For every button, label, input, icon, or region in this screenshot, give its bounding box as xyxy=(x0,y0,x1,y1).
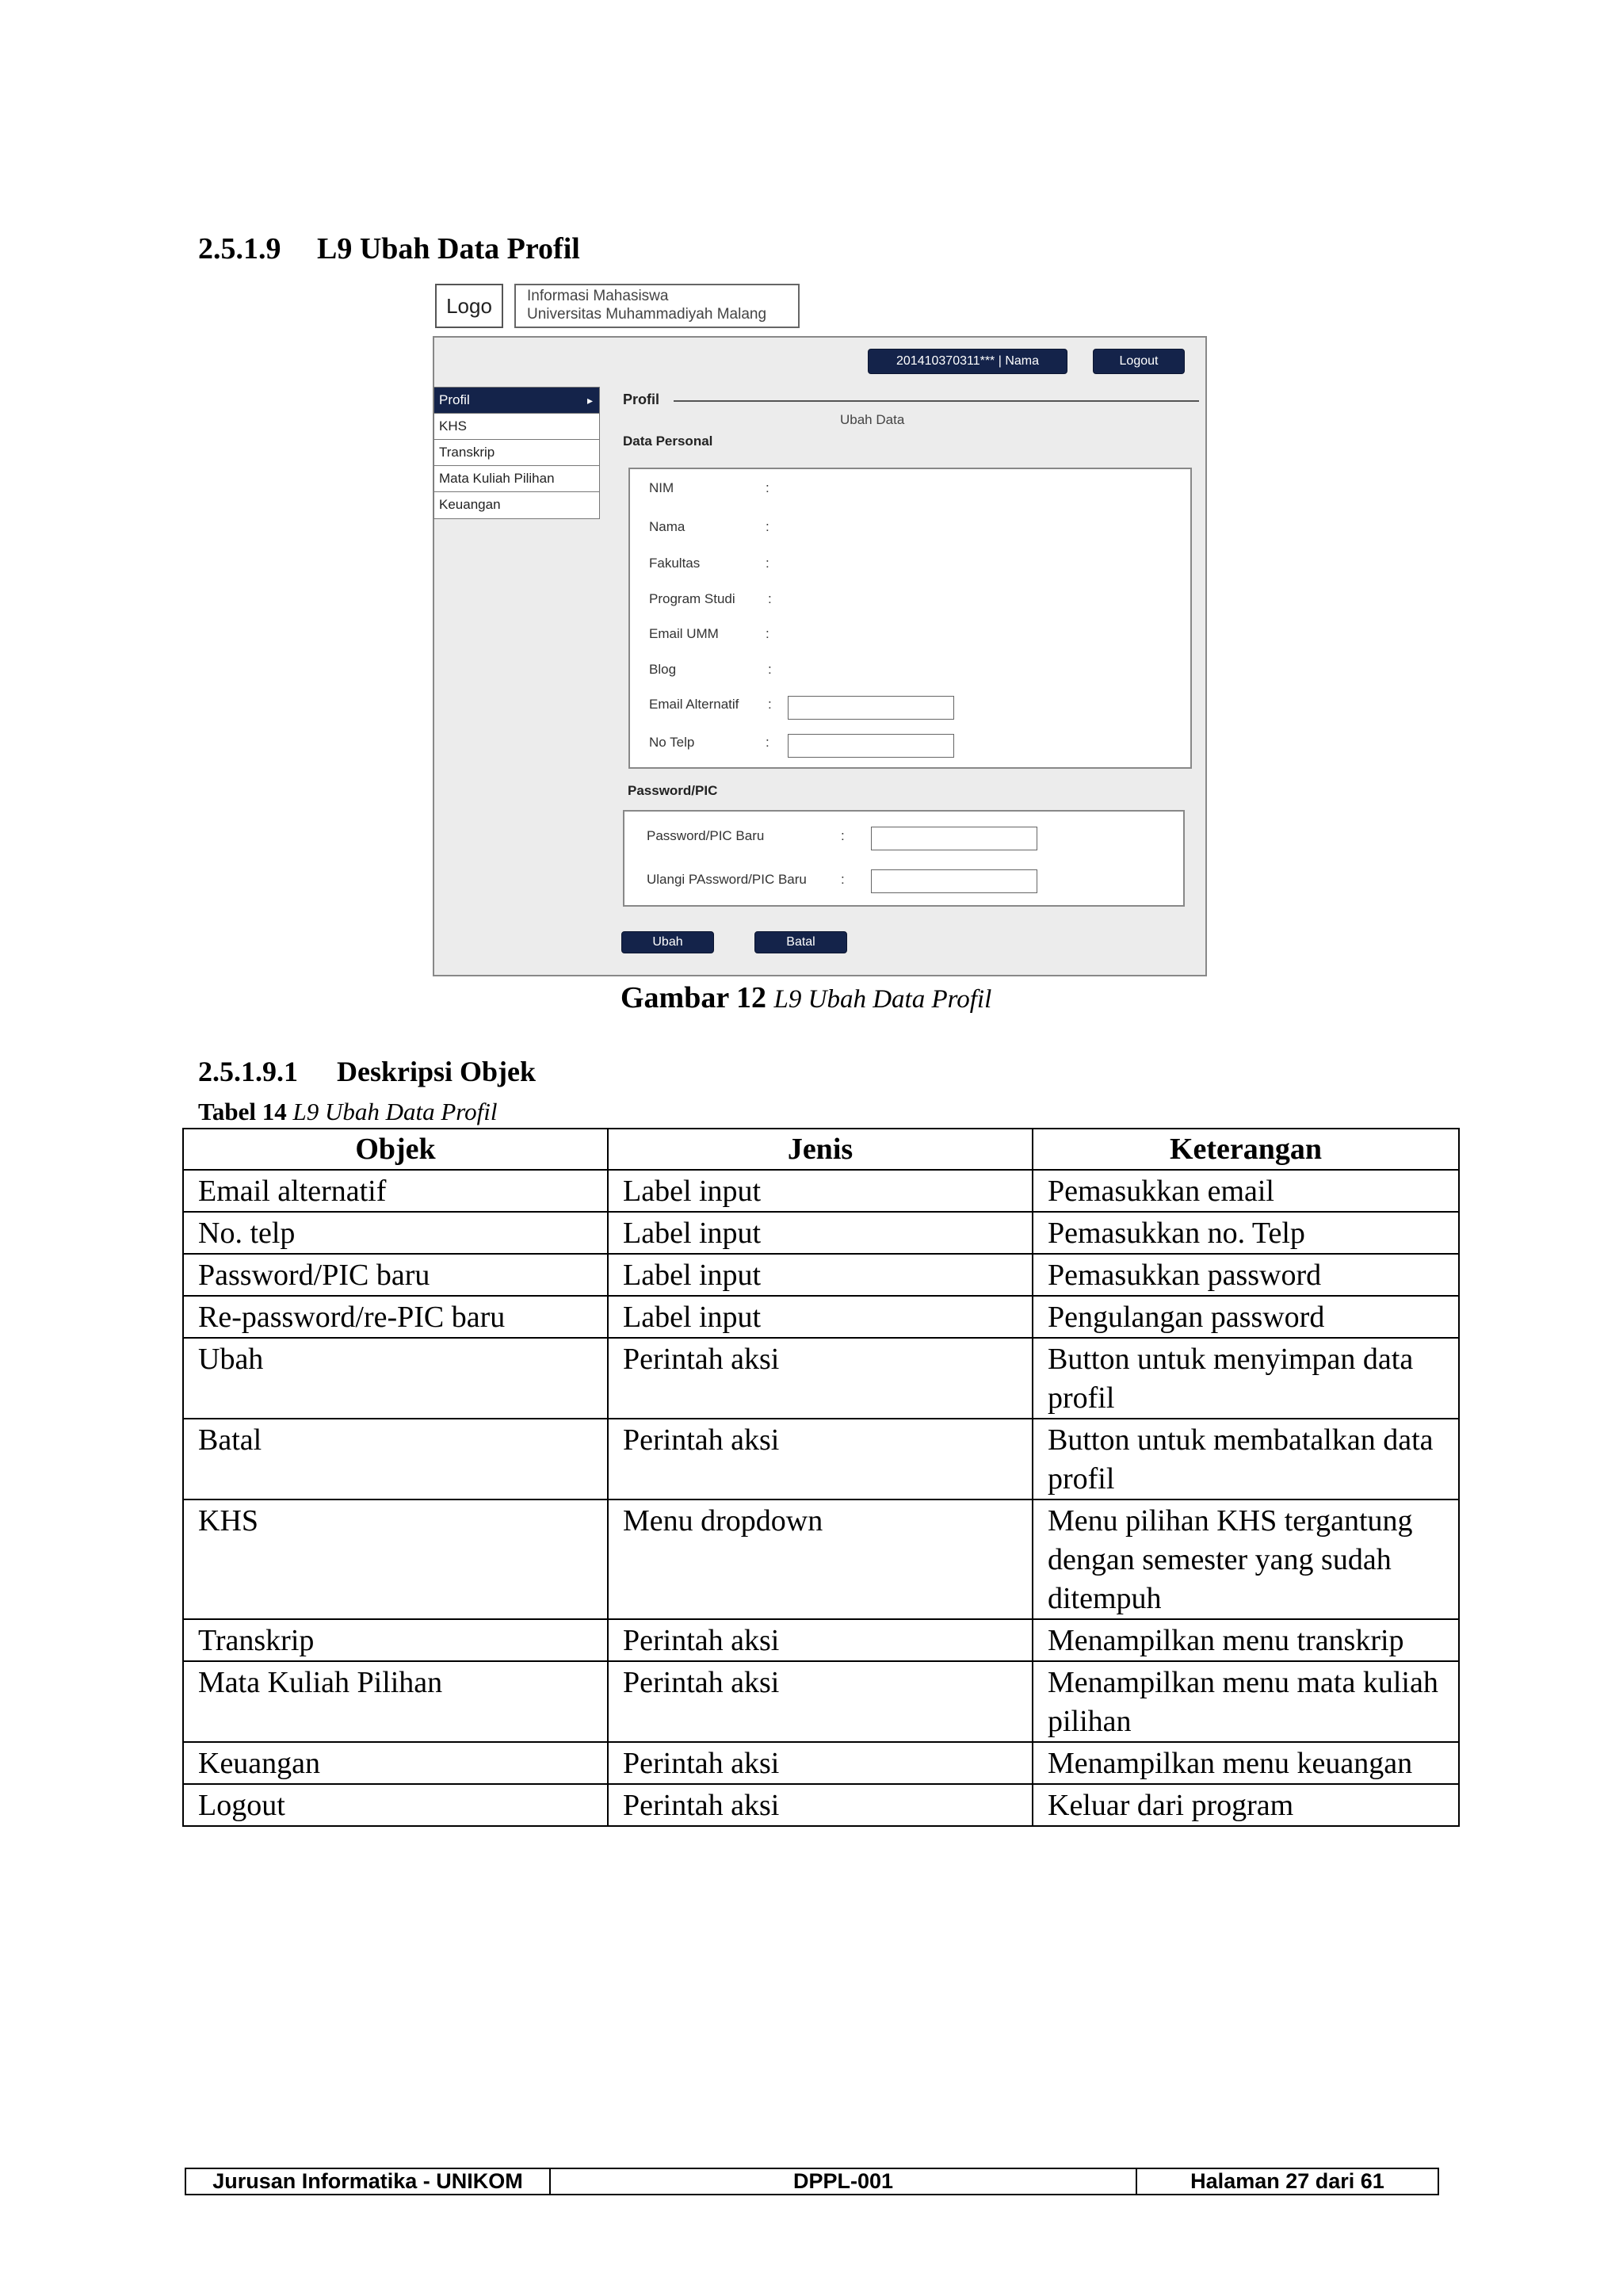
figure-caption-text: L9 Ubah Data Profil xyxy=(773,985,992,1014)
user-badge-text: 201410370311*** | Nama xyxy=(896,354,1039,368)
footer-page-number: Halaman 27 dari 61 xyxy=(1190,2169,1384,2193)
page-footer xyxy=(185,2168,1439,2195)
field-colon: : xyxy=(766,556,769,571)
sidebar-item-keuangan[interactable]: Keuangan xyxy=(439,497,501,512)
table-caption xyxy=(198,1098,498,1126)
description-table xyxy=(182,1128,1460,1827)
page-subtitle: Ubah Data xyxy=(840,412,905,427)
cell-jenis: Perintah aksi xyxy=(608,1661,1033,1742)
cell-keterangan: Button untuk menyimpan data profil xyxy=(1033,1338,1459,1419)
field-label-email-umm: Email UMM xyxy=(649,626,719,641)
field-label-nama: Nama xyxy=(649,519,685,534)
cell-keterangan: Pengulangan password xyxy=(1033,1296,1459,1338)
cell-jenis: Perintah aksi xyxy=(608,1742,1033,1784)
table-row xyxy=(183,1338,1459,1419)
cell-objek: Keuangan xyxy=(183,1742,608,1784)
footer-department: Jurusan Informatika - UNIKOM xyxy=(186,2169,551,2194)
cell-keterangan: Button untuk membatalkan data profil xyxy=(1033,1419,1459,1499)
subsection-heading xyxy=(198,1055,536,1088)
field-label-ulangi-password: Ulangi PAssword/PIC Baru xyxy=(647,872,807,887)
cell-keterangan: Pemasukkan no. Telp xyxy=(1033,1212,1459,1254)
cell-objek: Email alternatif xyxy=(183,1170,608,1212)
field-colon: : xyxy=(841,872,845,887)
cell-jenis: Perintah aksi xyxy=(608,1784,1033,1826)
ubah-label: Ubah xyxy=(652,935,683,949)
cell-objek: No. telp xyxy=(183,1212,608,1254)
field-colon: : xyxy=(766,480,769,495)
app-title-line2: Universitas Muhammadiyah Malang xyxy=(527,306,767,323)
header-keterangan: Keterangan xyxy=(1033,1129,1459,1170)
table-caption-label: Tabel 14 xyxy=(198,1098,287,1125)
no-telp-input[interactable] xyxy=(788,734,954,758)
data-personal-heading: Data Personal xyxy=(623,434,713,449)
cell-jenis: Menu dropdown xyxy=(608,1499,1033,1619)
table-row xyxy=(183,1661,1459,1742)
ulangi-password-input[interactable] xyxy=(871,869,1037,893)
table-row xyxy=(183,1254,1459,1296)
table-header-row xyxy=(183,1129,1459,1170)
cell-jenis: Label input xyxy=(608,1296,1033,1338)
cell-keterangan: Menampilkan menu mata kuliah pilihan xyxy=(1033,1661,1459,1742)
figure-caption xyxy=(621,980,991,1015)
field-colon: : xyxy=(768,697,772,712)
section-title: L9 Ubah Data Profil xyxy=(317,232,580,266)
password-baru-input[interactable] xyxy=(871,827,1037,850)
figure-caption-label: Gambar 12 xyxy=(621,981,767,1014)
table-row xyxy=(183,1619,1459,1661)
field-colon: : xyxy=(766,735,769,750)
field-label-blog: Blog xyxy=(649,662,677,677)
logout-button[interactable] xyxy=(1093,349,1185,374)
table-caption-text: L9 Ubah Data Profil xyxy=(292,1098,498,1125)
field-label-email-alternatif: Email Alternatif xyxy=(649,697,739,712)
cell-keterangan: Menu pilihan KHS tergantung dengan semester yang sudah ditempuh xyxy=(1033,1499,1459,1619)
section-heading xyxy=(198,231,580,266)
ubah-button[interactable] xyxy=(621,931,714,953)
table-row xyxy=(183,1170,1459,1212)
field-colon: : xyxy=(768,591,772,606)
cell-jenis: Perintah aksi xyxy=(608,1338,1033,1419)
cell-jenis: Label input xyxy=(608,1212,1033,1254)
table-row xyxy=(183,1499,1459,1619)
sidebar-item-profil[interactable]: Profil ▸ xyxy=(434,388,599,414)
subsection-title: Deskripsi Objek xyxy=(337,1056,537,1087)
data-personal-box xyxy=(628,468,1192,769)
cell-keterangan: Pemasukkan email xyxy=(1033,1170,1459,1212)
field-label-password-baru: Password/PIC Baru xyxy=(647,828,765,843)
batal-label: Batal xyxy=(786,935,815,949)
cell-objek: Transkrip xyxy=(183,1619,608,1661)
field-label-no-telp: No Telp xyxy=(649,735,695,750)
table-row xyxy=(183,1296,1459,1338)
cell-jenis: Label input xyxy=(608,1254,1033,1296)
sidebar-menu xyxy=(433,387,600,519)
header-objek: Objek xyxy=(183,1129,608,1170)
cell-keterangan: Keluar dari program xyxy=(1033,1784,1459,1826)
batal-button[interactable] xyxy=(754,931,847,953)
panel-title: Profil xyxy=(623,392,660,407)
field-colon: : xyxy=(766,519,769,534)
cell-objek: KHS xyxy=(183,1499,608,1619)
cell-jenis: Perintah aksi xyxy=(608,1619,1033,1661)
logout-label: Logout xyxy=(1119,354,1159,368)
app-title-box xyxy=(514,284,800,328)
cell-objek: Mata Kuliah Pilihan xyxy=(183,1661,608,1742)
cell-keterangan: Menampilkan menu keuangan xyxy=(1033,1742,1459,1784)
email-alternatif-input[interactable] xyxy=(788,696,954,720)
field-label-nim: NIM xyxy=(649,480,674,495)
cell-objek: Logout xyxy=(183,1784,608,1826)
field-label-fakultas: Fakultas xyxy=(649,556,701,571)
subsection-number: 2.5.1.9.1 xyxy=(198,1056,298,1087)
field-colon: : xyxy=(768,662,772,677)
field-colon: : xyxy=(766,626,769,641)
sidebar-item-transkrip[interactable]: Transkrip xyxy=(434,440,599,466)
footer-document-code: DPPL-001 xyxy=(551,2169,1137,2194)
field-label-program-studi: Program Studi xyxy=(649,591,735,606)
logo-box xyxy=(435,284,503,328)
cell-jenis: Label input xyxy=(608,1170,1033,1212)
cell-objek: Password/PIC baru xyxy=(183,1254,608,1296)
table-row xyxy=(183,1784,1459,1826)
header-jenis: Jenis xyxy=(608,1129,1033,1170)
logo-text: Logo xyxy=(446,293,492,318)
cell-keterangan: Menampilkan menu transkrip xyxy=(1033,1619,1459,1661)
sidebar-item-khs[interactable]: KHS xyxy=(434,414,599,440)
app-title-line1: Informasi Mahasiswa xyxy=(527,288,669,304)
cell-keterangan: Pemasukkan password xyxy=(1033,1254,1459,1296)
cell-objek: Re-password/re-PIC baru xyxy=(183,1296,608,1338)
table-row xyxy=(183,1212,1459,1254)
cell-objek: Ubah xyxy=(183,1338,608,1419)
cell-objek: Batal xyxy=(183,1419,608,1499)
section-number: 2.5.1.9 xyxy=(198,232,281,266)
table-row xyxy=(183,1419,1459,1499)
password-heading: Password/PIC xyxy=(628,783,718,798)
user-badge[interactable] xyxy=(868,349,1067,374)
sidebar-item-mata-kuliah-pilihan[interactable]: Mata Kuliah Pilihan xyxy=(434,466,599,492)
field-colon: : xyxy=(841,828,845,843)
cell-jenis: Perintah aksi xyxy=(608,1419,1033,1499)
table-row xyxy=(183,1742,1459,1784)
panel-title-rule xyxy=(674,400,1199,402)
